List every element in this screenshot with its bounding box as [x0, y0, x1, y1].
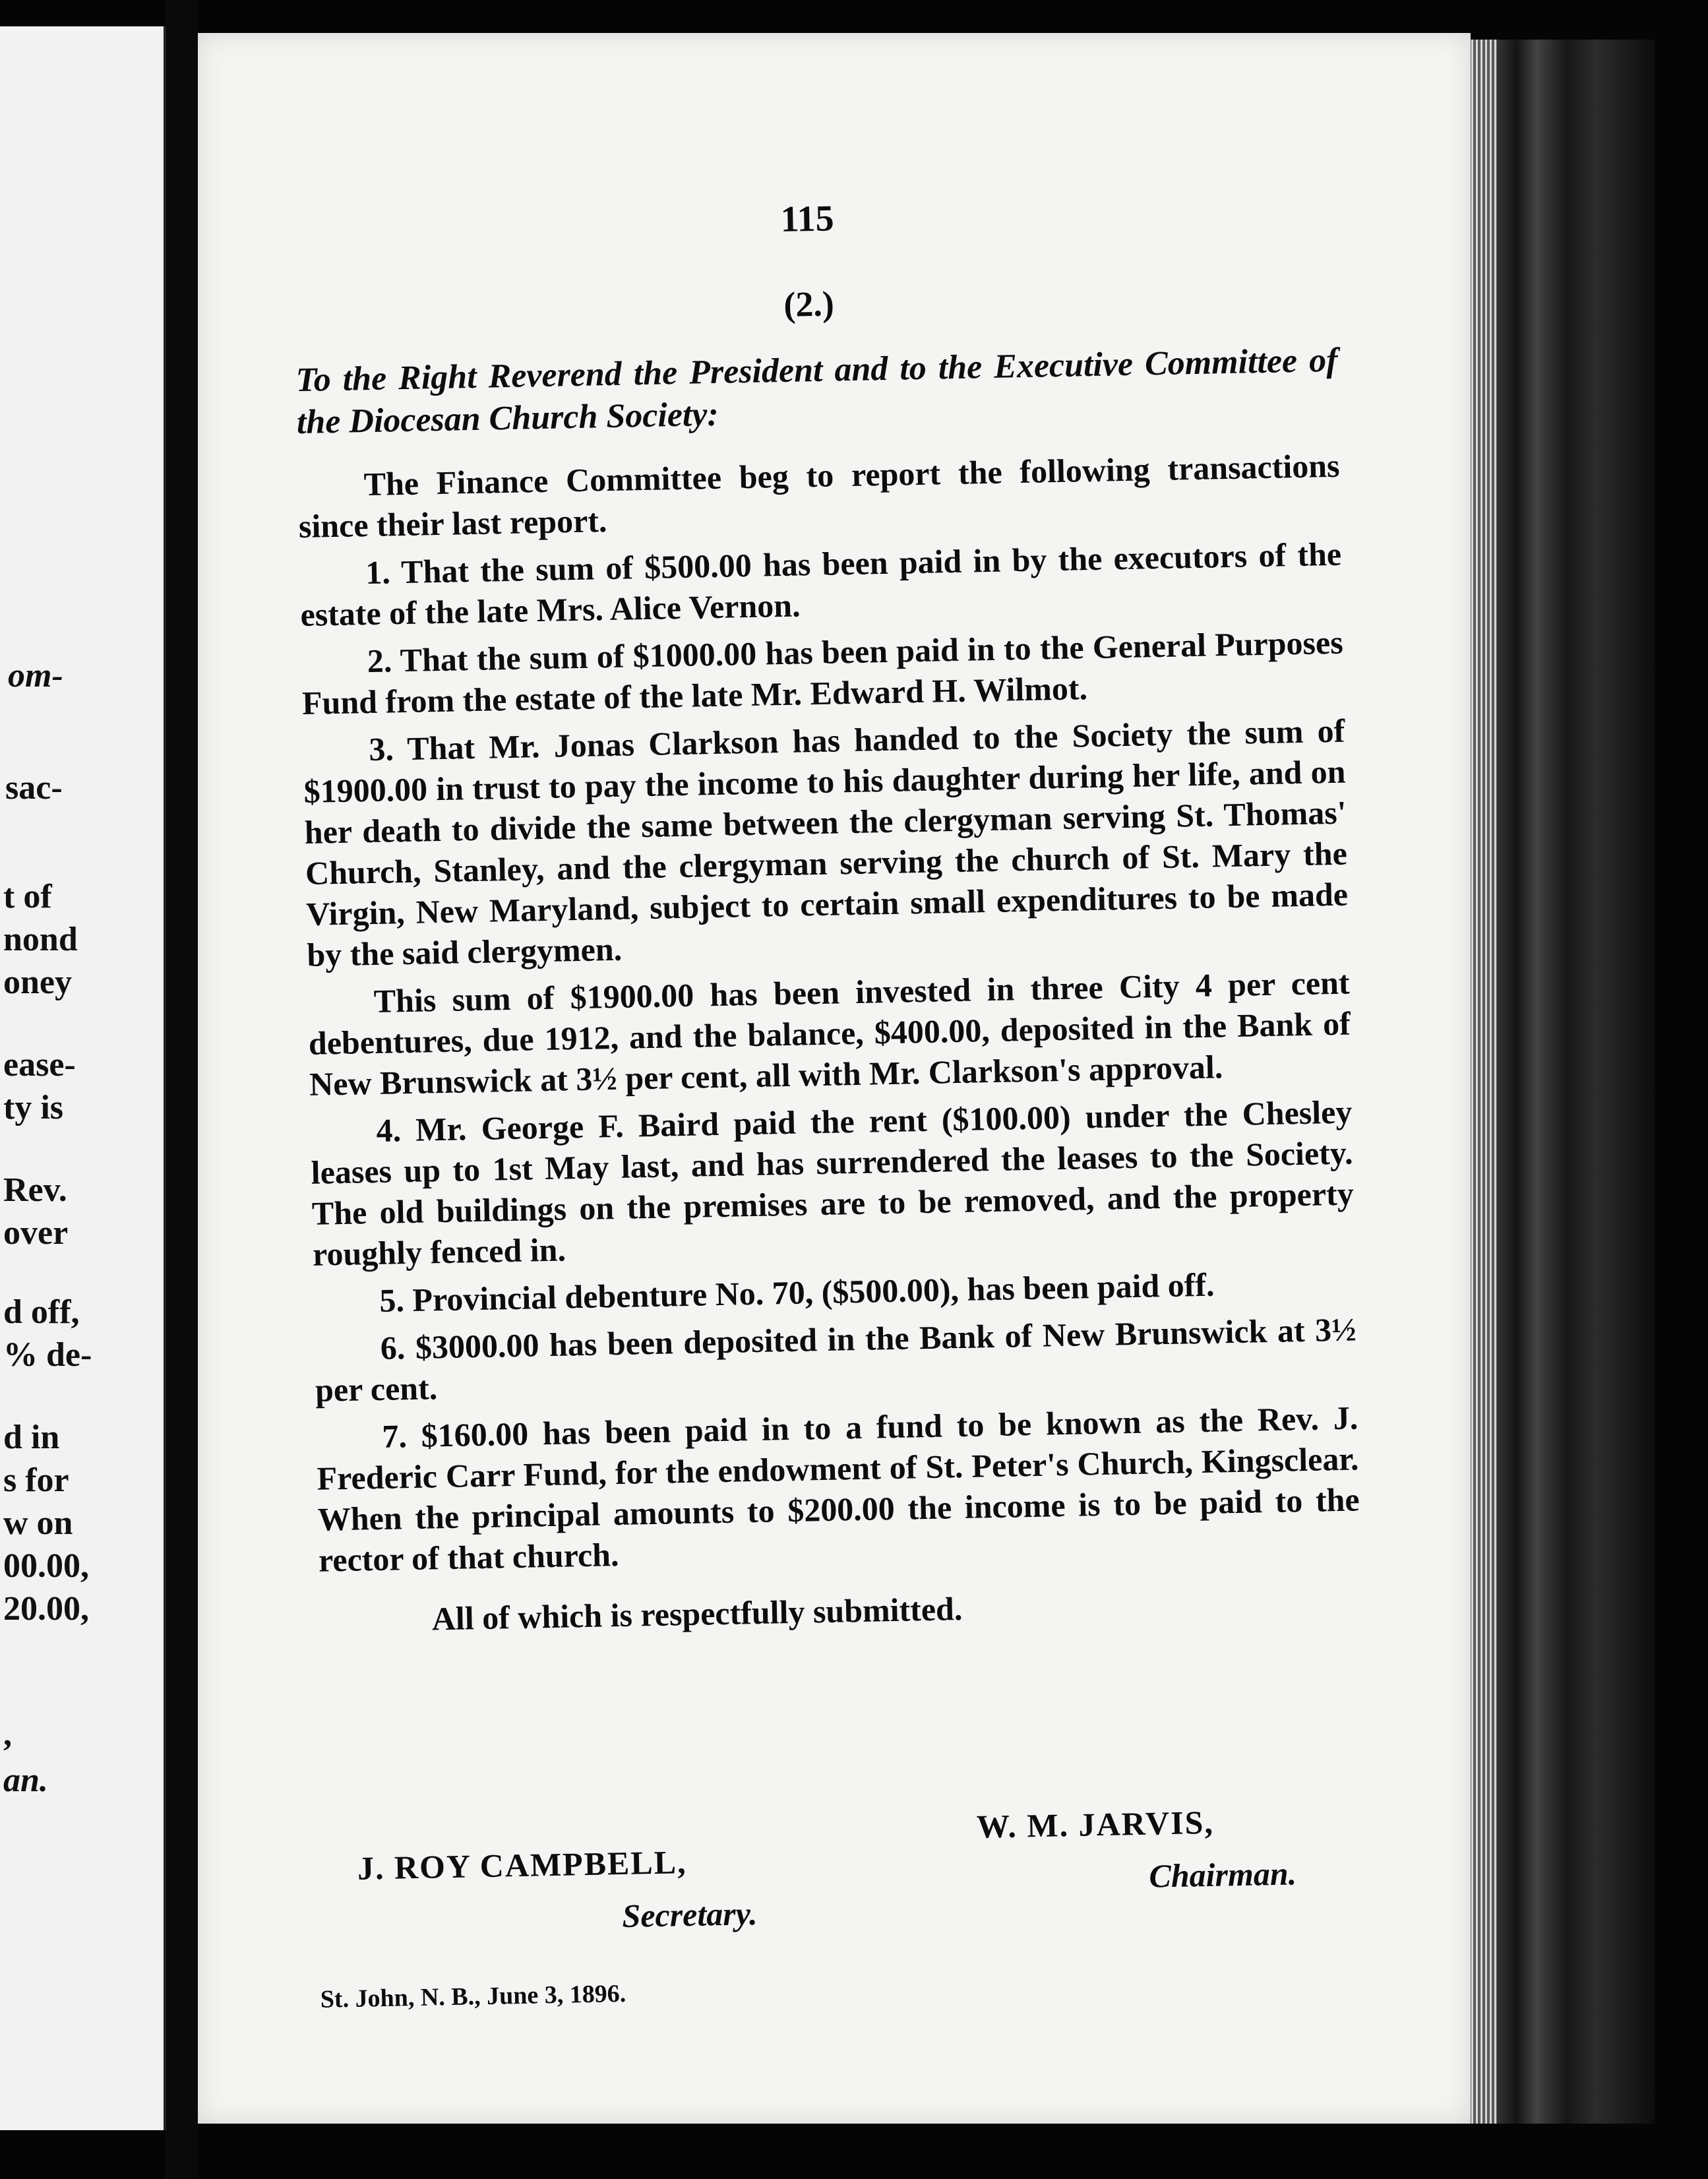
left-page-text: 20.00,: [3, 1590, 89, 1628]
scanner-background: [165, 0, 198, 2179]
book-page-edges: [1457, 40, 1655, 2124]
left-page-text: an.: [3, 1762, 48, 1799]
report-item: 4. Mr. George F. Baird paid the rent ($100.00) under the Chesley leases up to 1st May last, and has surrendered the leases to the Society. The old buildings on the premises are to be removed, and the property roughly fenced in.: [311, 1093, 1355, 1273]
left-page-text: d off,: [3, 1293, 80, 1331]
left-page-text: ,: [3, 1715, 12, 1753]
facing-page-fragment: [0, 26, 166, 2130]
left-page-text: ty is: [3, 1089, 63, 1126]
left-page-text: over: [3, 1214, 69, 1252]
page-number: 115: [780, 198, 835, 240]
page-content: [243, 22, 1405, 2134]
left-page-text: % de-: [3, 1336, 92, 1374]
report-item: 5. Provincial debenture No. 70, ($500.00), has been paid off.: [379, 1266, 1215, 1319]
chairman-signature: W. M. JARVIS,: [976, 1803, 1215, 1845]
left-page-text: t of: [3, 878, 52, 915]
left-page-text: 00.00,: [3, 1547, 89, 1585]
secretary-signature: J. ROY CAMPBELL,: [357, 1843, 688, 1887]
document-page: [198, 33, 1471, 2124]
left-page-text: s for: [3, 1461, 69, 1499]
left-page-text: w on: [3, 1504, 73, 1542]
left-page-text: d in: [3, 1419, 60, 1456]
left-page-text: nond: [3, 921, 78, 958]
left-page-text: oney: [3, 964, 72, 1001]
report-item: 7. $160.00 has been paid in to a fund to be known as the Rev. J. Frederic Carr Fund, for the endowment of St. Peter's Church, Kingsclear. When the principal amounts to $200.00 the income is to be paid to the rector of that church.: [317, 1399, 1360, 1579]
section-marker: (2.): [783, 284, 835, 324]
chairman-title: Chairman.: [1148, 1855, 1297, 1895]
report-item: This sum of $1900.00 has been invested in three City 4 per cent debentures, due 1912, and the balance, $400.00, deposited in the Bank of New Brunswick at 3½ per cent, all with Mr. Clarkson's approval.: [308, 964, 1351, 1103]
report-body: [297, 445, 1362, 1648]
salutation: To the Right Reverend the President and to the Executive Committee of the Diocesan Church Society:: [295, 341, 1338, 442]
closing-line: All of which is respectfully submitted.: [431, 1590, 963, 1638]
left-page-text: sac-: [5, 769, 63, 807]
report-item: 2. That the sum of $1000.00 has been paid in to the General Purposes Fund from the estate of the late Mr. Edward H. Wilmot.: [301, 623, 1344, 721]
left-page-text: ease-: [3, 1046, 76, 1084]
intro-paragraph: The Finance Committee beg to report the following transactions since their last report.: [298, 446, 1340, 545]
report-item: 1. That the sum of $500.00 has been paid in by the executors of the estate of the late Mrs. Alice Vernon.: [299, 535, 1342, 634]
left-page-text: om-: [8, 657, 63, 694]
left-page-text: Rev.: [3, 1171, 67, 1209]
report-item: 3. That Mr. Jonas Clarkson has handed to the Society the sum of $1900.00 in trust to pay the income to his daughter during her life, and on her death to divide the same between the clergyman serving St. Thomas' Church, Stanley, and the clergyman serving the church of St. Mary the Virgin, New Maryland, subject to certain small expenditures to be made by the said clergymen.: [303, 712, 1349, 973]
secretary-title: Secretary.: [621, 1895, 758, 1935]
report-item: 6. $3000.00 has been deposited in the Bank of New Brunswick at 3½ per cent.: [315, 1310, 1357, 1409]
place-and-date: St. John, N. B., June 3, 1896.: [320, 1979, 626, 2013]
